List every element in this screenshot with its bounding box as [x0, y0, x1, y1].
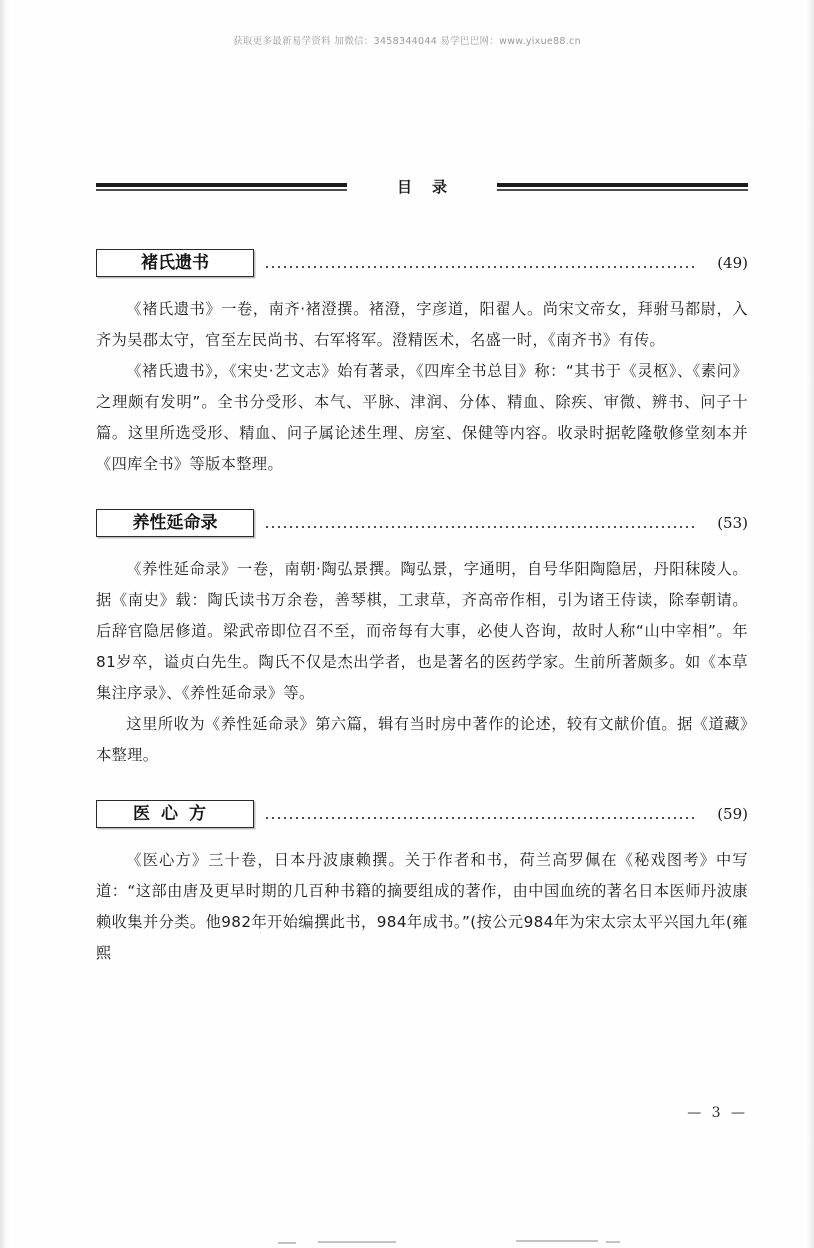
scan-artifact	[318, 1241, 396, 1243]
toc-entry-title-box[interactable]	[96, 509, 254, 538]
page-title: 目录	[397, 177, 468, 196]
dot-leader	[264, 255, 694, 271]
paragraph: 《褚氏遗书》一卷，南齐·褚澄撰。褚澄，字彦道，阳翟人。尚宋文帝女，拜驸马都尉，入齐为吴郡太守，官至左民尚书、右军将军。澄精医术，名盛一时，《南齐书》有传。	[96, 300, 748, 349]
paragraph: 这里所收为《养性延命录》第六篇，辑有当时房中著作的论述，较有文献价值。据《道藏》本整理。	[96, 715, 748, 764]
toc-entry-title-box[interactable]	[96, 249, 254, 278]
dot-leader	[264, 515, 694, 531]
scan-artifact	[606, 1241, 620, 1243]
toc-entry-page-number: (53)	[717, 514, 748, 532]
dot-leader	[264, 806, 694, 822]
paragraph: 《褚氏遗书》，《宋史·艺文志》始有著录，《四库全书总目》称：“其书于《灵枢》、《素问》之理颇有发明”。全书分受形、本气、平脉、津润、分体、精血、除疾、审微、辨书、问子十篇。这里所选受形、精血、问子属论述生理、房室、保健等内容。收录时据乾隆敬修堂刻本并《四库全书》等版本整理。	[96, 362, 748, 473]
toc-entry-page-number: (49)	[717, 254, 748, 272]
toc-entry-body	[96, 294, 748, 480]
heading-rule-left	[96, 183, 347, 191]
watermark-header: 获取更多最新易学资料 加微信：3458344044 易学巴巴网：www.yixue88.cn	[233, 36, 581, 47]
scan-artifact	[516, 1240, 598, 1242]
toc-heading	[96, 170, 748, 204]
toc-entry-title: 医心方	[133, 803, 217, 824]
toc-entry-page-number: (59)	[717, 805, 748, 823]
heading-rule-right	[497, 183, 748, 191]
scan-artifact	[278, 1242, 296, 1244]
toc-entry-header[interactable]	[96, 246, 748, 280]
page-content	[96, 170, 748, 995]
toc-entry-header[interactable]	[96, 797, 748, 831]
paragraph: 《医心方》三十卷，日本丹波康赖撰。关于作者和书，荷兰高罗佩在《秘戏图考》中写道：“这部由唐及更早时期的几百种书籍的摘要组成的著作，由中国血统的著名日本医师丹波康赖收集并分类。他982年开始编撰此书，984年成书。”(按公元984年为宋太宗太平兴国九年(雍熙	[96, 851, 748, 962]
scan-edge-left	[0, 0, 9, 1248]
toc-entry-title-box[interactable]	[96, 800, 254, 829]
toc-entry-header[interactable]	[96, 506, 748, 540]
paragraph: 《养性延命录》一卷，南朝·陶弘景撰。陶弘景，字通明，自号华阳陶隐居，丹阳秣陵人。据《南史》载：陶氏读书万余卷，善琴棋，工隶草，齐高帝作相，引为诸王侍读，除奉朝请。后辞官隐居修道。梁武帝即位召不至，而帝每有大事，必使人咨询，故时人称“山中宰相”。年81岁卒，谥贞白先生。陶氏不仅是杰出学者，也是著名的医药学家。生前所著颇多。如《本草集注序录》、《养性延命录》等。	[96, 560, 748, 702]
toc-entry-body	[96, 845, 748, 969]
scan-edge-right	[806, 0, 814, 1248]
toc-entry	[96, 246, 748, 480]
toc-entry-body	[96, 554, 748, 771]
toc-entry	[96, 506, 748, 771]
toc-entry-title: 养性延命录	[132, 512, 218, 533]
folio-page-number: — 3 —	[687, 1105, 748, 1121]
toc-entry-title: 褚氏遗书	[141, 252, 209, 273]
toc-entry	[96, 797, 748, 969]
